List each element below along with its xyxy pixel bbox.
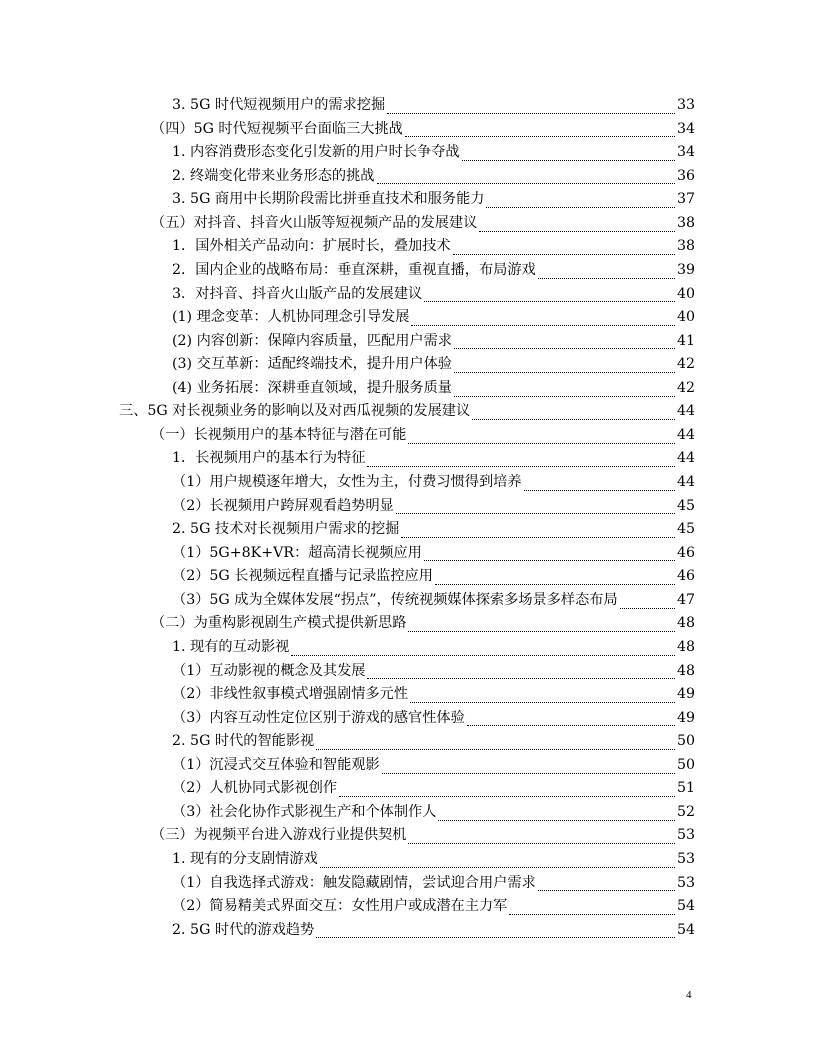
toc-entry-page: 44 bbox=[676, 450, 695, 467]
toc-entry-title: （1）自我选择式游戏：触发隐藏剧情，尝试迎合用户需求 bbox=[172, 874, 536, 891]
toc-dot-leader bbox=[377, 182, 675, 184]
toc-entry-page: 42 bbox=[676, 356, 695, 373]
toc-dot-leader bbox=[538, 277, 675, 279]
toc-dot-leader bbox=[454, 371, 675, 373]
toc-entry[interactable] bbox=[0, 495, 695, 519]
toc-dot-leader bbox=[396, 512, 675, 514]
toc-entry-page: 38 bbox=[676, 214, 695, 231]
toc-dot-leader bbox=[405, 135, 675, 137]
toc-dot-leader bbox=[367, 677, 674, 679]
toc-entry-page: 34 bbox=[676, 120, 695, 137]
toc-entry-page: 48 bbox=[676, 615, 695, 632]
toc-entry-title: 3．对抖音、抖音火山版产品的发展建议 bbox=[172, 285, 423, 302]
toc-entry-title: 1．国外相关产品动向：扩展时长，叠加技术 bbox=[172, 238, 451, 255]
toc-entry-title: (3) 交互革新：适配终端技术，提升用户体验 bbox=[172, 356, 452, 373]
toc-entry-title: （1）沉浸式交互体验和智能观影 bbox=[172, 756, 380, 773]
toc-dot-leader bbox=[339, 795, 675, 797]
toc-entry-title: 2. 5G 技术对长视频用户需求的挖掘 bbox=[172, 521, 400, 538]
toc-entry-page: 34 bbox=[676, 144, 695, 161]
toc-entry-page: 49 bbox=[676, 686, 695, 703]
toc-entry[interactable] bbox=[0, 754, 695, 778]
toc-entry-page: 36 bbox=[676, 167, 695, 184]
toc-entry[interactable] bbox=[0, 306, 695, 330]
toc-dot-leader bbox=[620, 607, 675, 609]
toc-entry[interactable] bbox=[0, 730, 695, 754]
toc-entry-page: 48 bbox=[676, 662, 695, 679]
toc-entry-page: 40 bbox=[676, 285, 695, 302]
toc-dot-leader bbox=[291, 654, 675, 656]
toc-dot-leader bbox=[424, 559, 675, 561]
toc-dot-leader bbox=[320, 866, 675, 868]
toc-dot-leader bbox=[410, 701, 675, 703]
toc-entry[interactable] bbox=[0, 400, 695, 424]
toc-entry-title: 1. 现有的分支剧情游戏 bbox=[172, 851, 318, 867]
toc-entry-title: （二）为重构影视剧生产模式提供新思路 bbox=[151, 615, 407, 632]
toc-entry-page: 44 bbox=[676, 474, 695, 490]
toc-dot-leader bbox=[387, 112, 675, 114]
toc-dot-leader bbox=[435, 583, 675, 585]
toc-entry[interactable] bbox=[0, 165, 695, 189]
toc-entry[interactable] bbox=[0, 589, 695, 613]
toc-entry-page: 45 bbox=[676, 521, 695, 538]
table-of-contents bbox=[0, 94, 815, 942]
toc-entry-title: （2）5G 长视频远程直播与记录监控应用 bbox=[172, 568, 433, 585]
toc-dot-leader bbox=[453, 253, 675, 255]
toc-entry[interactable] bbox=[0, 283, 695, 307]
toc-entry-page: 52 bbox=[676, 803, 695, 820]
toc-entry[interactable] bbox=[0, 471, 695, 495]
toc-entry-title: （3）社会化协作式影视生产和个体制作人 bbox=[172, 803, 437, 820]
toc-entry-title: (1) 理念变革：人机协同理念引导发展 bbox=[172, 309, 410, 326]
toc-dot-leader bbox=[467, 724, 675, 726]
toc-entry-title: （一）长视频用户的基本特征与潜在可能 bbox=[151, 426, 407, 443]
toc-dot-leader bbox=[424, 300, 675, 302]
toc-dot-leader bbox=[462, 159, 675, 161]
toc-entry-page: 53 bbox=[676, 827, 695, 844]
toc-entry-title: （2）非线性叙事模式增强剧情多元性 bbox=[172, 686, 409, 703]
toc-entry-title: 2. 终端变化带来业务形态的挑战 bbox=[172, 167, 375, 184]
toc-entry[interactable] bbox=[0, 447, 695, 471]
toc-entry-title: （3）内容互动性定位区别于游戏的感官性体验 bbox=[172, 709, 465, 726]
toc-entry-title: (2) 内容创新：保障内容质量，匹配用户需求 bbox=[172, 332, 452, 349]
toc-entry-title: 3. 5G 时代短视频用户的需求挖掘 bbox=[172, 97, 386, 113]
toc-entry-title: （五）对抖音、抖音火山版等短视频产品的发展建议 bbox=[151, 214, 478, 231]
toc-entry-title: （2）人机协同式影视创作 bbox=[172, 780, 338, 797]
toc-dot-leader bbox=[454, 347, 675, 349]
toc-entry[interactable] bbox=[0, 141, 695, 165]
toc-entry-title: 2. 5G 时代的智能影视 bbox=[172, 733, 315, 750]
toc-dot-leader bbox=[472, 418, 675, 420]
toc-entry-title: 1. 现有的互动影视 bbox=[172, 638, 290, 655]
toc-dot-leader bbox=[411, 324, 675, 326]
toc-entry[interactable] bbox=[0, 353, 695, 377]
toc-entry[interactable] bbox=[0, 235, 695, 259]
toc-entry-title: 2．国内企业的战略布局：垂直深耕，重视直播，布局游戏 bbox=[172, 261, 536, 278]
toc-entry-page: 53 bbox=[676, 874, 695, 891]
toc-entry-title: （四）5G 时代短视频平台面临三大挑战 bbox=[151, 120, 403, 137]
toc-dot-leader bbox=[524, 489, 675, 491]
toc-entry-page: 47 bbox=[676, 591, 695, 608]
toc-dot-leader bbox=[486, 206, 674, 208]
toc-entry-page: 48 bbox=[676, 638, 695, 655]
toc-entry[interactable] bbox=[0, 259, 695, 283]
toc-entry[interactable] bbox=[0, 801, 695, 825]
toc-dot-leader bbox=[408, 630, 675, 632]
toc-entry-title: （2）长视频用户跨屏观看趋势明显 bbox=[172, 497, 394, 514]
toc-entry-title: 1. 内容消费形态变化引发新的用户时长争夺战 bbox=[172, 144, 460, 161]
toc-entry-page: 50 bbox=[676, 756, 695, 773]
toc-entry[interactable] bbox=[0, 636, 695, 660]
toc-entry-title: 1．长视频用户的基本行为特征 bbox=[172, 450, 366, 467]
toc-entry-page: 53 bbox=[676, 851, 695, 867]
toc-entry-title: （三）为视频平台进入游戏行业提供契机 bbox=[151, 827, 407, 844]
toc-entry[interactable] bbox=[0, 542, 695, 566]
toc-dot-leader bbox=[454, 395, 675, 397]
toc-entry-title: （3）5G 成为全媒体发展“拐点”，传统视频媒体探索多场景多样态布局 bbox=[172, 591, 618, 608]
toc-entry-title: 三、5G 对长视频业务的影响以及对西瓜视频的发展建议 bbox=[119, 403, 471, 420]
toc-entry[interactable] bbox=[0, 777, 695, 801]
toc-entry[interactable] bbox=[0, 565, 695, 589]
toc-entry-page: 46 bbox=[676, 544, 695, 561]
toc-entry[interactable] bbox=[0, 848, 695, 872]
toc-entry[interactable] bbox=[0, 377, 695, 401]
toc-entry[interactable] bbox=[0, 212, 695, 236]
toc-dot-leader bbox=[367, 465, 674, 467]
toc-entry-page: 44 bbox=[676, 426, 695, 443]
toc-dot-leader bbox=[509, 913, 675, 915]
toc-dot-leader bbox=[408, 442, 675, 444]
toc-entry-page: 49 bbox=[676, 709, 695, 726]
toc-entry-page: 44 bbox=[676, 403, 695, 420]
toc-entry-page: 51 bbox=[676, 780, 695, 797]
toc-entry[interactable] bbox=[0, 94, 695, 118]
toc-entry-title: （1）5G+8K+VR：超高清长视频应用 bbox=[172, 544, 422, 561]
toc-entry[interactable] bbox=[0, 518, 695, 542]
toc-entry-page: 50 bbox=[676, 733, 695, 750]
toc-entry-page: 45 bbox=[676, 497, 695, 514]
toc-dot-leader bbox=[316, 748, 675, 750]
toc-entry[interactable] bbox=[0, 824, 695, 848]
toc-entry[interactable] bbox=[0, 660, 695, 684]
toc-entry[interactable] bbox=[0, 330, 695, 354]
toc-entry[interactable] bbox=[0, 683, 695, 707]
toc-dot-leader bbox=[408, 842, 675, 844]
toc-entry[interactable] bbox=[0, 919, 695, 943]
toc-dot-leader bbox=[438, 819, 675, 821]
toc-entry[interactable] bbox=[0, 707, 695, 731]
toc-entry-title: 3. 5G 商用中长期阶段需比拼垂直技术和服务能力 bbox=[172, 191, 485, 208]
toc-entry-page: 46 bbox=[676, 568, 695, 585]
toc-entry-page: 40 bbox=[676, 309, 695, 326]
toc-entry-page: 54 bbox=[676, 921, 695, 938]
toc-entry[interactable] bbox=[0, 612, 695, 636]
toc-entry-page: 41 bbox=[676, 332, 695, 349]
toc-dot-leader bbox=[316, 936, 675, 938]
toc-dot-leader bbox=[382, 772, 675, 774]
toc-entry-page: 33 bbox=[676, 97, 695, 113]
toc-entry-title: （2）简易精美式界面交互：女性用户或成潜在主力军 bbox=[172, 898, 508, 915]
toc-dot-leader bbox=[401, 536, 675, 538]
toc-entry-title: (4) 业务拓展：深耕垂直领域，提升服务质量 bbox=[172, 379, 452, 396]
toc-entry-title: （1）用户规模逐年增大，女性为主，付费习惯得到培养 bbox=[172, 474, 522, 490]
toc-entry[interactable] bbox=[0, 424, 695, 448]
toc-entry[interactable] bbox=[0, 895, 695, 919]
page-number: 4 bbox=[686, 989, 692, 1001]
toc-entry[interactable] bbox=[0, 188, 695, 212]
toc-entry-page: 54 bbox=[676, 898, 695, 915]
toc-entry-page: 38 bbox=[676, 238, 695, 255]
toc-dot-leader bbox=[479, 230, 675, 232]
toc-dot-leader bbox=[538, 889, 675, 891]
toc-entry-page: 42 bbox=[676, 379, 695, 396]
toc-entry-title: （1）互动影视的概念及其发展 bbox=[172, 662, 366, 679]
toc-entry[interactable] bbox=[0, 872, 695, 896]
toc-entry-page: 39 bbox=[676, 261, 695, 278]
toc-entry[interactable] bbox=[0, 118, 695, 142]
toc-entry-title: 2. 5G 时代的游戏趋势 bbox=[172, 921, 315, 938]
toc-entry-page: 37 bbox=[676, 191, 695, 208]
